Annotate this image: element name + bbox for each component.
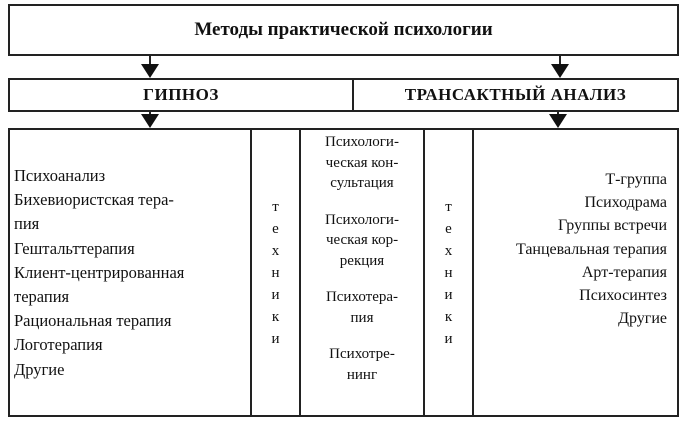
right-method-item: Психодрама: [584, 194, 667, 212]
left-method-item: пия: [14, 214, 40, 234]
techniques-vertical-left: [250, 130, 299, 415]
right-methods-column: [472, 130, 677, 415]
middle-methods-column: [299, 130, 423, 415]
transactional-analysis-box: [352, 78, 679, 112]
right-method-item: Арт-терапия: [581, 263, 667, 281]
diagram-title-box: [8, 4, 679, 56]
technique-letter: е: [445, 220, 452, 237]
technique-letter: х: [444, 242, 453, 259]
transactional-analysis-label: ТРАНСАКТНЫЙ АНАЛИЗ: [404, 85, 627, 104]
left-method-item: Рациональная терапия: [14, 311, 172, 331]
right-method-item: Т-группа: [605, 171, 667, 188]
middle-method-line: Психотре-: [329, 346, 395, 362]
left-method-item: Бихевиористская тера-: [14, 190, 174, 210]
arrow-head-title-to-ta: [551, 64, 569, 78]
left-method-item: терапия: [14, 287, 70, 307]
technique-letter: е: [272, 220, 279, 237]
left-method-item: Гештальттерапия: [14, 238, 135, 258]
left-methods-column: [10, 130, 250, 415]
technique-letter: к: [444, 308, 453, 325]
middle-method-line: нинг: [346, 366, 378, 383]
technique-letter: т: [272, 198, 279, 215]
technique-letter: н: [271, 264, 280, 281]
middle-method-group: [301, 132, 423, 194]
diagram-title: Методы практической психологии: [194, 19, 493, 40]
middle-method-group: [301, 344, 423, 385]
technique-letter: и: [444, 330, 453, 347]
hypnosis-box: [8, 78, 354, 112]
middle-method-group: [301, 210, 423, 272]
left-method-item: Логотерапия: [14, 335, 103, 355]
technique-letter: х: [271, 242, 280, 259]
right-method-item: Психосинтез: [579, 287, 667, 305]
arrow-head-title-to-hypnosis: [141, 64, 159, 78]
technique-letter: к: [271, 308, 280, 325]
right-method-item: Группы встречи: [558, 217, 667, 235]
middle-method-line: сультация: [330, 175, 394, 191]
arrow-head-ta-to-table: [549, 114, 567, 128]
right-method-item: Другие: [618, 310, 667, 328]
left-method-item: Другие: [14, 359, 65, 379]
middle-method-line: Психологи-: [325, 211, 399, 228]
technique-letter: и: [271, 286, 280, 303]
methods-table: [8, 128, 679, 417]
middle-method-line: ческая кор-: [325, 232, 399, 248]
left-method-item: Клиент-центрированная: [14, 262, 185, 282]
middle-method-line: рекция: [339, 252, 385, 269]
left-method-item: Психоанализ: [14, 166, 106, 185]
technique-letter: т: [445, 198, 452, 215]
techniques-vertical-right: [423, 130, 472, 415]
middle-method-group: [301, 287, 423, 328]
technique-letter: н: [444, 264, 453, 281]
technique-letter: и: [444, 286, 453, 303]
middle-method-line: Психотера-: [325, 289, 399, 305]
hypnosis-label: ГИПНОЗ: [143, 85, 219, 104]
middle-method-line: Психологи-: [325, 134, 399, 150]
technique-letter: и: [271, 330, 280, 347]
middle-method-line: ческая кон-: [325, 154, 399, 171]
arrow-head-hypnosis-to-table: [141, 114, 159, 128]
right-method-item: Танцевальная терапия: [515, 240, 667, 258]
middle-method-line: пия: [350, 309, 374, 326]
